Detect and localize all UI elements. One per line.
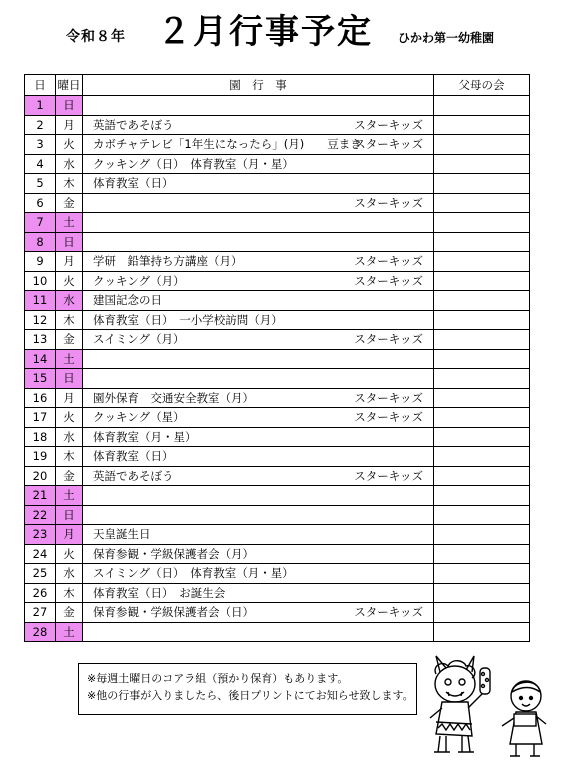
events-cell <box>83 564 434 584</box>
star-kids-label: スターキッズ <box>354 468 423 483</box>
events-cell <box>83 388 434 408</box>
star-kids-label: スターキッズ <box>354 605 423 619</box>
school-name: ひかわ第一幼稚園 <box>398 31 495 45</box>
parents-cell <box>434 349 530 369</box>
day-cell: 28 <box>25 622 56 642</box>
day-cell: 23 <box>25 525 56 545</box>
day-cell: 14 <box>25 349 56 369</box>
page-title: ２月行事予定 <box>157 12 373 52</box>
parents-cell <box>434 310 530 330</box>
events-cell <box>83 603 434 623</box>
era-label: 令和８年 <box>66 29 126 45</box>
event-text: スイミング（日） 体育教室（月・星） <box>93 566 294 580</box>
events-cell <box>83 349 434 369</box>
table-row <box>25 427 530 447</box>
star-kids-label: スターキッズ <box>354 273 423 288</box>
weekday-cell: 土 <box>56 213 83 233</box>
day-cell: 24 <box>25 544 56 564</box>
events-cell <box>83 466 434 486</box>
table-row <box>25 564 530 584</box>
parents-cell <box>434 369 530 389</box>
event-text: 体育教室（日） <box>93 176 174 190</box>
table-row <box>25 291 530 311</box>
weekday-cell: 火 <box>56 408 83 428</box>
weekday-cell: 金 <box>56 466 83 486</box>
day-cell: 19 <box>25 447 56 467</box>
table-row <box>25 213 530 233</box>
table-row <box>25 466 530 486</box>
event-text: 体育教室（日） 一小学校訪問（月） <box>93 312 283 327</box>
header-day: 日 <box>25 75 56 96</box>
day-cell: 20 <box>25 466 56 486</box>
weekday-cell: 木 <box>56 174 83 194</box>
star-kids-label: スターキッズ <box>354 195 423 210</box>
weekday-cell: 月 <box>56 388 83 408</box>
star-kids-label: スターキッズ <box>354 332 423 346</box>
event-text: 園外保育 交通安全教室（月） <box>93 390 254 405</box>
table-row <box>25 486 530 506</box>
parents-cell <box>434 466 530 486</box>
table-row <box>25 388 530 408</box>
parents-cell <box>434 174 530 194</box>
day-cell: 15 <box>25 369 56 389</box>
events-cell <box>83 291 434 311</box>
parents-cell <box>434 544 530 564</box>
parents-cell <box>434 291 530 311</box>
events-cell <box>83 193 434 213</box>
weekday-cell: 月 <box>56 252 83 272</box>
event-text: 体育教室（日） お誕生会 <box>93 585 226 600</box>
parents-cell <box>434 564 530 584</box>
header-events: 園 行 事 <box>83 75 434 96</box>
day-cell: 4 <box>25 154 56 174</box>
day-cell: 5 <box>25 174 56 194</box>
table-row <box>25 252 530 272</box>
header-weekday: 曜日 <box>56 75 83 96</box>
table-row <box>25 603 530 623</box>
event-text: 体育教室（月・星） <box>93 429 197 444</box>
events-cell <box>83 232 434 252</box>
day-cell: 8 <box>25 232 56 252</box>
event-text: 学研 鉛筆持ち方講座（月） <box>93 254 243 268</box>
table-row <box>25 583 530 603</box>
events-cell <box>83 115 434 135</box>
parents-cell <box>434 622 530 642</box>
day-cell: 18 <box>25 427 56 447</box>
weekday-cell: 水 <box>56 154 83 174</box>
events-cell <box>83 96 434 116</box>
table-header-row <box>25 75 530 96</box>
table-row <box>25 174 530 194</box>
event-text: スイミング（月） <box>93 332 185 346</box>
day-cell: 12 <box>25 310 56 330</box>
event-text: 体育教室（日） <box>93 449 174 463</box>
header-parents: 父母の会 <box>434 75 530 96</box>
parents-cell <box>434 115 530 135</box>
day-cell: 21 <box>25 486 56 506</box>
table-row <box>25 193 530 213</box>
events-cell <box>83 174 434 194</box>
table-row <box>25 135 530 155</box>
day-cell: 27 <box>25 603 56 623</box>
parents-cell <box>434 427 530 447</box>
day-cell: 26 <box>25 583 56 603</box>
schedule-body <box>25 96 530 642</box>
parents-cell <box>434 271 530 291</box>
event-text: クッキング（月） <box>93 273 185 288</box>
day-cell: 10 <box>25 271 56 291</box>
event-text: 保育参観・学級保護者会（月） <box>93 546 254 561</box>
day-cell: 25 <box>25 564 56 584</box>
parents-cell <box>434 525 530 545</box>
events-cell <box>83 486 434 506</box>
weekday-cell: 日 <box>56 505 83 525</box>
day-cell: 2 <box>25 115 56 135</box>
weekday-cell: 水 <box>56 427 83 447</box>
day-cell: 3 <box>25 135 56 155</box>
oni-and-child-illustration <box>422 652 562 760</box>
table-row <box>25 525 530 545</box>
events-cell <box>83 369 434 389</box>
day-cell: 16 <box>25 388 56 408</box>
events-cell <box>83 447 434 467</box>
weekday-cell: 水 <box>56 564 83 584</box>
parents-cell <box>434 388 530 408</box>
events-cell <box>83 154 434 174</box>
parents-cell <box>434 232 530 252</box>
parents-cell <box>434 447 530 467</box>
note-line: ※他の行事が入りましたら、後日プリントにてお知らせ致します。 <box>87 689 414 702</box>
table-row <box>25 310 530 330</box>
star-kids-label: スターキッズ <box>354 390 423 405</box>
parents-cell <box>434 583 530 603</box>
day-cell: 6 <box>25 193 56 213</box>
parents-cell <box>434 603 530 623</box>
events-cell <box>83 544 434 564</box>
weekday-cell: 木 <box>56 583 83 603</box>
events-cell <box>83 330 434 350</box>
table-row <box>25 154 530 174</box>
table-row <box>25 115 530 135</box>
weekday-cell: 土 <box>56 349 83 369</box>
events-cell <box>83 525 434 545</box>
events-cell <box>83 583 434 603</box>
weekday-cell: 日 <box>56 96 83 116</box>
event-text: 建国記念の日 <box>93 293 162 307</box>
weekday-cell: 月 <box>56 525 83 545</box>
event-text: 英語であそぼう <box>93 117 174 132</box>
events-cell <box>83 622 434 642</box>
event-text: クッキング（星） <box>93 410 185 424</box>
parents-cell <box>434 505 530 525</box>
events-cell <box>83 135 434 155</box>
event-text: 保育参観・学級保護者会（日） <box>93 605 254 619</box>
events-cell <box>83 213 434 233</box>
parents-cell <box>434 193 530 213</box>
parents-cell <box>434 135 530 155</box>
schedule-table <box>24 74 530 642</box>
weekday-cell: 木 <box>56 447 83 467</box>
table-row <box>25 447 530 467</box>
parents-cell <box>434 408 530 428</box>
day-cell: 11 <box>25 291 56 311</box>
weekday-cell: 土 <box>56 486 83 506</box>
table-row <box>25 544 530 564</box>
day-cell: 9 <box>25 252 56 272</box>
table-row <box>25 232 530 252</box>
event-text: 英語であそぼう <box>93 468 174 483</box>
weekday-cell: 金 <box>56 330 83 350</box>
events-cell <box>83 408 434 428</box>
weekday-cell: 火 <box>56 135 83 155</box>
weekday-cell: 水 <box>56 291 83 311</box>
note-line: ※毎週土曜日のコアラ組（預かり保育）もあります。 <box>87 672 349 685</box>
parents-cell <box>434 252 530 272</box>
parents-cell <box>434 96 530 116</box>
weekday-cell: 日 <box>56 369 83 389</box>
day-cell: 22 <box>25 505 56 525</box>
weekday-cell: 金 <box>56 603 83 623</box>
parents-cell <box>434 213 530 233</box>
table-row <box>25 330 530 350</box>
table-row <box>25 505 530 525</box>
day-cell: 17 <box>25 408 56 428</box>
table-row <box>25 349 530 369</box>
events-cell <box>83 271 434 291</box>
weekday-cell: 木 <box>56 310 83 330</box>
weekday-cell: 日 <box>56 232 83 252</box>
event-text: カボチャテレビ「1年生になったら」(月) 豆まき <box>93 137 362 151</box>
star-kids-label: スターキッズ <box>354 254 423 268</box>
weekday-cell: 月 <box>56 115 83 135</box>
day-cell: 1 <box>25 96 56 116</box>
event-text: クッキング（日） 体育教室（月・星） <box>93 156 294 171</box>
events-cell <box>83 252 434 272</box>
table-row <box>25 622 530 642</box>
notes-box <box>78 663 417 715</box>
child-figure <box>502 681 546 756</box>
parents-cell <box>434 486 530 506</box>
event-text: 天皇誕生日 <box>93 527 151 541</box>
weekday-cell: 火 <box>56 544 83 564</box>
day-cell: 13 <box>25 330 56 350</box>
day-cell: 7 <box>25 213 56 233</box>
table-row <box>25 369 530 389</box>
events-cell <box>83 427 434 447</box>
star-kids-label: スターキッズ <box>354 117 423 132</box>
events-cell <box>83 505 434 525</box>
table-row <box>25 96 530 116</box>
table-row <box>25 408 530 428</box>
events-cell <box>83 310 434 330</box>
star-kids-label: スターキッズ <box>354 410 423 424</box>
weekday-cell: 火 <box>56 271 83 291</box>
weekday-cell: 土 <box>56 622 83 642</box>
parents-cell <box>434 154 530 174</box>
table-row <box>25 271 530 291</box>
parents-cell <box>434 330 530 350</box>
star-kids-label: スターキッズ <box>354 137 423 151</box>
oni-figure <box>430 656 490 752</box>
weekday-cell: 金 <box>56 193 83 213</box>
